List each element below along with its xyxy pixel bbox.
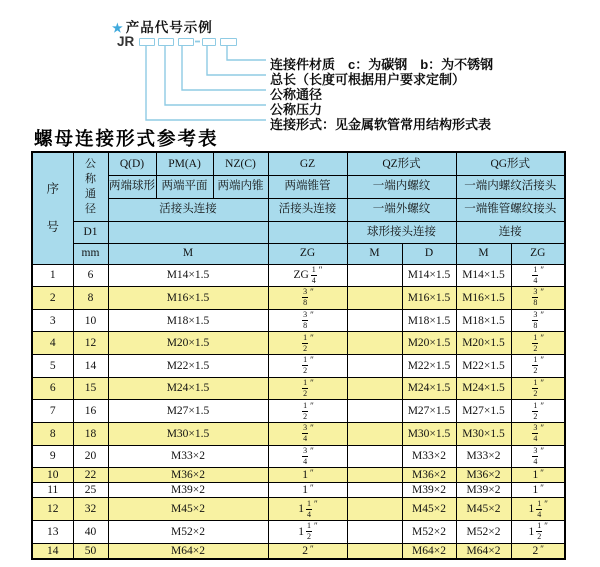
cell-qg-m: M16×1.5 — [456, 287, 511, 310]
cell-qg-zg: $\frac{3}{8}$ ″ — [511, 287, 565, 310]
code-box-2 — [158, 38, 174, 46]
cell-dn: 40 — [73, 521, 108, 544]
cell-gz-inch: $\frac{3}{8}$ ″ — [268, 287, 347, 310]
cell-m-thread: M16×1.5 — [108, 287, 268, 310]
cell-qg-zg: 1 $\frac{1}{2}$ ″ — [511, 521, 565, 544]
header-sub-qg: 一端内螺纹活接头 — [456, 175, 565, 198]
cell-qg-zg: 1 ″ — [511, 468, 565, 483]
header-ext-thread: 一端外螺纹 — [347, 198, 456, 221]
cell-gz-inch: $\frac{3}{8}$ ″ — [268, 309, 347, 332]
cell-gz-inch: $\frac{1}{2}$ ″ — [268, 400, 347, 423]
cell-qg-zg: $\frac{1}{2}$ ″ — [511, 400, 565, 423]
cell-qg-zg: 1 ″ — [511, 483, 565, 498]
cell-qg-m: M22×1.5 — [456, 355, 511, 378]
cell-qg-m: M14×1.5 — [456, 264, 511, 287]
cell-qg-m: M39×2 — [456, 483, 511, 498]
cell-qz-d: M22×1.5 — [402, 355, 456, 378]
cell-dn: 22 — [73, 468, 108, 483]
header-mm: mm — [73, 243, 108, 264]
cell-gz-inch: 2 ″ — [268, 543, 347, 559]
table-row — [32, 332, 565, 355]
cell-qg-m: M52×2 — [456, 521, 511, 544]
table-row — [32, 355, 565, 378]
table-row — [32, 483, 565, 498]
diagram-heading-text: 产品代号示例 — [125, 20, 213, 35]
cell-dn: 32 — [73, 498, 108, 521]
cell-m-thread: M64×2 — [108, 543, 268, 559]
nut-connection-table — [31, 151, 566, 560]
header-empty-2 — [268, 221, 347, 243]
cell-serial: 9 — [32, 445, 73, 468]
cell-qg-m: M64×2 — [456, 543, 511, 559]
cell-gz-inch: 1 ″ — [268, 468, 347, 483]
cell-dn: 25 — [73, 483, 108, 498]
diagram-label-pressure: 公称压力 — [270, 102, 323, 117]
cell-qz-m — [347, 264, 402, 287]
header-nominal: 公 称 通 径 — [73, 152, 108, 221]
header-unit-qz-d: D — [402, 243, 456, 264]
cell-serial: 14 — [32, 543, 73, 559]
cell-qz-m — [347, 483, 402, 498]
table-row — [32, 309, 565, 332]
cell-serial: 7 — [32, 400, 73, 423]
cell-gz-inch: 1 $\frac{1}{2}$ ″ — [268, 521, 347, 544]
cell-m-thread: M39×2 — [108, 483, 268, 498]
header-unit-zg: ZG — [268, 243, 347, 264]
cell-qg-m: M18×1.5 — [456, 309, 511, 332]
cell-qg-zg: $\frac{3}{4}$ ″ — [511, 422, 565, 445]
header-col-pm: PM(A) — [156, 152, 213, 175]
cell-gz-inch: ZG $\frac{1}{4}$ ″ — [268, 264, 347, 287]
header-sub-nz: 两端内锥 — [213, 175, 268, 198]
cell-qz-d: M14×1.5 — [402, 264, 456, 287]
header-unit-qg-zg: ZG — [511, 243, 565, 264]
header-d1: D1 — [73, 221, 108, 243]
cell-qz-d: M64×2 — [402, 543, 456, 559]
cell-serial: 3 — [32, 309, 73, 332]
cell-dn: 20 — [73, 445, 108, 468]
cell-qz-d: M20×1.5 — [402, 332, 456, 355]
cell-qg-zg: $\frac{1}{4}$ ″ — [511, 264, 565, 287]
table-body — [32, 264, 565, 559]
cell-qg-zg: $\frac{1}{2}$ ″ — [511, 377, 565, 400]
table-row — [32, 468, 565, 483]
cell-m-thread: M30×1.5 — [108, 422, 268, 445]
table-title: 螺母连接形式参考表 — [34, 130, 219, 150]
cell-qz-d: M33×2 — [402, 445, 456, 468]
cell-dn: 14 — [73, 355, 108, 378]
table-row — [32, 422, 565, 445]
cell-m-thread: M45×2 — [108, 498, 268, 521]
cell-serial: 5 — [32, 355, 73, 378]
cell-qz-m — [347, 332, 402, 355]
cell-qz-d: M27×1.5 — [402, 400, 456, 423]
header-col-qz: QZ形式 — [347, 152, 456, 175]
cell-qz-d: M30×1.5 — [402, 422, 456, 445]
cell-qz-d: M36×2 — [402, 468, 456, 483]
cell-qg-m: M27×1.5 — [456, 400, 511, 423]
cell-serial: 6 — [32, 377, 73, 400]
header-sub-gz: 两端锥管 — [268, 175, 347, 198]
cell-m-thread: M24×1.5 — [108, 377, 268, 400]
table-row — [32, 400, 565, 423]
cell-qg-m: M20×1.5 — [456, 332, 511, 355]
cell-qg-zg: 2 ″ — [511, 543, 565, 559]
cell-m-thread: M52×2 — [108, 521, 268, 544]
diagram-label-conn-form: 连接形式：见金属软管常用结构形式表 — [270, 117, 492, 132]
code-box-3 — [178, 38, 194, 46]
header-empty-1 — [108, 221, 268, 243]
cell-serial: 1 — [32, 264, 73, 287]
table-row — [32, 264, 565, 287]
code-box-1 — [139, 38, 155, 46]
header-conn: 连接 — [456, 221, 565, 243]
cell-gz-inch: $\frac{3}{4}$ ″ — [268, 422, 347, 445]
header-unit-qg-m: M — [456, 243, 511, 264]
cell-dn: 6 — [73, 264, 108, 287]
cell-dn: 18 — [73, 422, 108, 445]
cell-qg-zg: 1 $\frac{1}{4}$ ″ — [511, 498, 565, 521]
header-taper-joint: 一端锥管螺纹接头 — [456, 198, 565, 221]
cell-serial: 12 — [32, 498, 73, 521]
cell-m-thread: M20×1.5 — [108, 332, 268, 355]
cell-qz-m — [347, 422, 402, 445]
header-col-nz: NZ(C) — [213, 152, 268, 175]
code-box-4 — [202, 38, 216, 46]
cell-qz-m — [347, 400, 402, 423]
cell-qz-m — [347, 309, 402, 332]
table-row — [32, 377, 565, 400]
diagram-label-length: 总长（长度可根据用户要求定制） — [270, 72, 466, 87]
code-box-5 — [220, 38, 237, 46]
cell-qg-zg: $\frac{1}{2}$ ″ — [511, 355, 565, 378]
cell-serial: 8 — [32, 422, 73, 445]
cell-qg-m: M45×2 — [456, 498, 511, 521]
cell-dn: 50 — [73, 543, 108, 559]
header-col-q: Q(D) — [108, 152, 156, 175]
cell-qz-d: M39×2 — [402, 483, 456, 498]
cell-qg-zg: $\frac{1}{2}$ ″ — [511, 332, 565, 355]
header-sub-qz: 一端内螺纹 — [347, 175, 456, 198]
header-sub-pm: 两端平面 — [156, 175, 213, 198]
cell-dn: 15 — [73, 377, 108, 400]
cell-qg-zg: $\frac{3}{8}$ ″ — [511, 309, 565, 332]
cell-m-thread: M27×1.5 — [108, 400, 268, 423]
cell-dn: 12 — [73, 332, 108, 355]
code-prefix: JR — [117, 34, 135, 49]
cell-m-thread: M14×1.5 — [108, 264, 268, 287]
cell-gz-inch: $\frac{1}{2}$ ″ — [268, 355, 347, 378]
header-union-conn: 活接头连接 — [108, 198, 268, 221]
header-unit-m: M — [108, 243, 268, 264]
cell-qg-m: M30×1.5 — [456, 422, 511, 445]
cell-m-thread: M22×1.5 — [108, 355, 268, 378]
cell-qg-m: M24×1.5 — [456, 377, 511, 400]
cell-dn: 10 — [73, 309, 108, 332]
cell-gz-inch: $\frac{3}{4}$ ″ — [268, 445, 347, 468]
cell-qz-m — [347, 543, 402, 559]
header-ball-joint-conn: 球形接头连接 — [347, 221, 456, 243]
cell-qz-m — [347, 498, 402, 521]
cell-qg-m: M36×2 — [456, 468, 511, 483]
table-row — [32, 543, 565, 559]
cell-dn: 8 — [73, 287, 108, 310]
header-serial: 序 号 — [32, 152, 73, 264]
cell-gz-inch: 1 $\frac{1}{4}$ ″ — [268, 498, 347, 521]
cell-qz-m — [347, 521, 402, 544]
cell-gz-inch: $\frac{1}{2}$ ″ — [268, 332, 347, 355]
table-row — [32, 445, 565, 468]
cell-qz-m — [347, 287, 402, 310]
header-sub-q: 两端球形 — [108, 175, 156, 198]
cell-qz-m — [347, 355, 402, 378]
cell-dn: 16 — [73, 400, 108, 423]
cell-serial: 11 — [32, 483, 73, 498]
cell-qg-zg: $\frac{3}{4}$ ″ — [511, 445, 565, 468]
cell-serial: 4 — [32, 332, 73, 355]
table-row — [32, 498, 565, 521]
cell-qz-d: M52×2 — [402, 521, 456, 544]
table-header — [32, 152, 565, 264]
diagram-label-diameter: 公称通径 — [270, 87, 323, 102]
diagram-label-material: 连接件材质 c：为碳钢 b：为不锈钢 — [270, 57, 494, 72]
cell-m-thread: M36×2 — [108, 468, 268, 483]
table-row — [32, 521, 565, 544]
cell-qz-d: M16×1.5 — [402, 287, 456, 310]
cell-qz-m — [347, 468, 402, 483]
table-row — [32, 287, 565, 310]
cell-qz-d: M18×1.5 — [402, 309, 456, 332]
cell-serial: 10 — [32, 468, 73, 483]
header-col-gz: GZ — [268, 152, 347, 175]
cell-qg-m: M33×2 — [456, 445, 511, 468]
cell-gz-inch: $\frac{1}{2}$ ″ — [268, 377, 347, 400]
cell-m-thread: M33×2 — [108, 445, 268, 468]
cell-qz-m — [347, 445, 402, 468]
header-unit-qz-m: M — [347, 243, 402, 264]
cell-qz-m — [347, 377, 402, 400]
diagram-heading — [112, 16, 213, 36]
header-union-conn-gz: 活接头连接 — [268, 198, 347, 221]
cell-serial: 2 — [32, 287, 73, 310]
cell-qz-d: M24×1.5 — [402, 377, 456, 400]
cell-qz-d: M45×2 — [402, 498, 456, 521]
header-col-qg: QG形式 — [456, 152, 565, 175]
star-icon: ★ — [112, 21, 124, 35]
cell-m-thread: M18×1.5 — [108, 309, 268, 332]
cell-gz-inch: 1 ″ — [268, 483, 347, 498]
cell-serial: 13 — [32, 521, 73, 544]
